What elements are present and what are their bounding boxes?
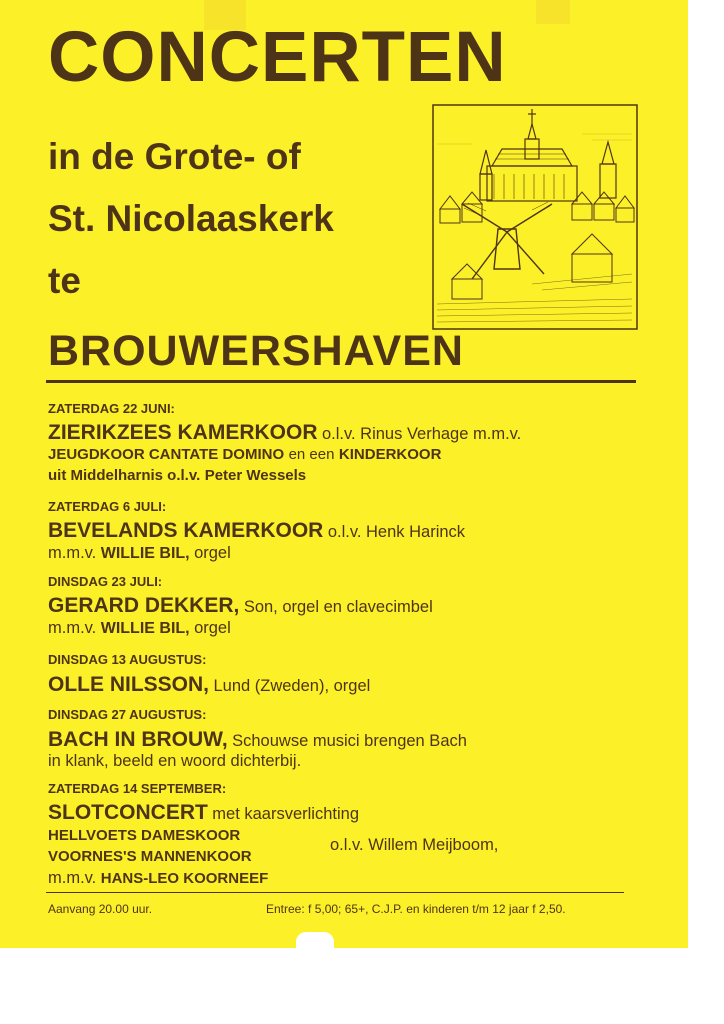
detail-text: m.m.v.	[48, 619, 97, 637]
torn-notch	[296, 932, 334, 948]
conductor-text: o.l.v. Willem Meijboom,	[330, 836, 499, 854]
concert-date: DINSDAG 13 AUGUSTUS:	[48, 652, 207, 667]
choir-name: VOORNES'S MANNENKOOR	[48, 848, 252, 865]
performer-name: JEUGDKOOR CANTATE DOMINO	[48, 446, 285, 463]
tape-mark	[536, 0, 570, 24]
concert-detail-line	[48, 468, 306, 484]
performer-name: BEVELANDS KAMERKOOR	[48, 519, 324, 542]
divider	[46, 892, 624, 893]
concert-date: ZATERDAG 6 JULI:	[48, 499, 167, 514]
poster-title: CONCERTEN	[48, 18, 507, 97]
concert-date: DINSDAG 23 JULI:	[48, 574, 163, 589]
performer-name: WILLIE BIL,	[100, 620, 190, 637]
concert-headline	[48, 422, 521, 443]
concert-date: ZATERDAG 22 JUNI:	[48, 401, 175, 416]
detail-text: uit Middelharnis o.l.v.	[48, 467, 201, 484]
performer-name: HANS-LEO KOORNEEF	[100, 870, 269, 887]
concert-detail-line	[48, 447, 441, 463]
divider	[46, 380, 636, 383]
concert-detail-line	[48, 545, 231, 562]
subtitle-line: te	[48, 260, 81, 301]
detail-text: m.m.v.	[48, 544, 97, 562]
concert-detail-line	[48, 620, 231, 637]
concert-headline	[48, 674, 370, 695]
performer-name: KINDERKOOR	[338, 446, 442, 463]
entrance-fee: Entree: f 5,00; 65+, C.J.P. en kinderen t/m 12 jaar f 2,50.	[266, 902, 566, 916]
town-name: BROUWERSHAVEN	[48, 327, 464, 375]
performer-name: BACH IN BROUW,	[48, 728, 228, 751]
detail-text: en een	[288, 446, 335, 463]
detail-text: orgel	[194, 619, 231, 637]
performer-details: Schouwse musici brengen Bach	[232, 732, 467, 750]
concert-headline	[48, 520, 465, 541]
performer-details: o.l.v. Henk Harinck	[327, 523, 466, 541]
choir-name: HELLVOETS DAMESKOOR	[48, 827, 241, 844]
concert-detail-line: in klank, beeld en woord dichterbij.	[48, 752, 302, 770]
subtitle-line: in de Grote- of	[48, 136, 301, 177]
subtitle-line: St. Nicolaaskerk	[48, 198, 334, 239]
concert-date: ZATERDAG 14 SEPTEMBER:	[48, 781, 227, 796]
church-illustration	[432, 104, 638, 330]
concert-headline	[48, 595, 433, 616]
performer-name: WILLIE BIL,	[100, 545, 190, 562]
concert-date: DINSDAG 27 AUGUSTUS:	[48, 707, 207, 722]
detail-text: orgel	[194, 544, 231, 562]
concert-headline	[48, 729, 467, 750]
performer-name: ZIERIKZEES KAMERKOOR	[48, 421, 318, 444]
performer-name: OLLE NILSSON,	[48, 673, 210, 696]
concert-detail-line	[48, 870, 268, 887]
performer-details: Lund (Zweden), orgel	[213, 677, 371, 695]
start-time: Aanvang 20.00 uur.	[48, 902, 153, 916]
performer-details: met kaarsverlichting	[212, 805, 360, 823]
performer-name: SLOTCONCERT	[48, 801, 208, 824]
performer-details: Son, orgel en clavecimbel	[243, 598, 433, 616]
concert-headline	[48, 802, 359, 823]
performer-name: GERARD DEKKER,	[48, 594, 240, 617]
performer-name: Peter Wessels	[204, 467, 307, 484]
performer-details: o.l.v. Rinus Verhage m.m.v.	[321, 425, 522, 443]
detail-text: m.m.v.	[48, 869, 97, 887]
